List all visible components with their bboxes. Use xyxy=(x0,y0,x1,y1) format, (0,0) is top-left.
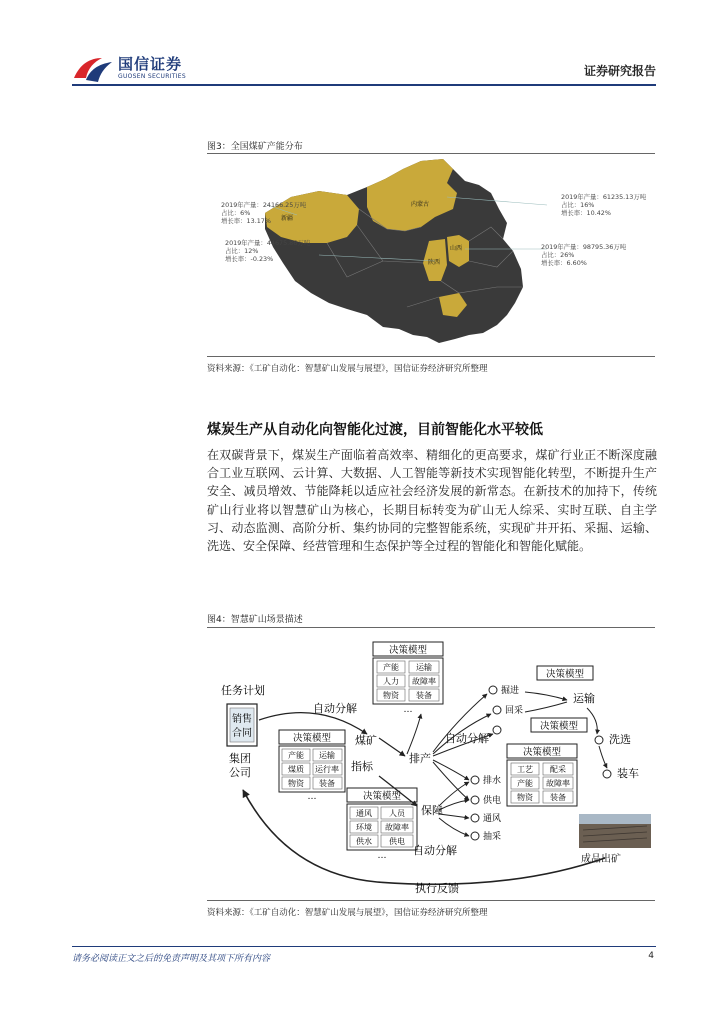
transport-decision-model-label: 决策模型 xyxy=(545,669,585,680)
svg-text:环境: 环境 xyxy=(356,823,372,832)
svg-text:物资: 物资 xyxy=(383,691,399,700)
figure3-bottom-rule xyxy=(207,356,655,357)
guosen-logo-icon xyxy=(72,54,114,84)
svg-text:供水: 供水 xyxy=(356,837,372,846)
label-ventilation: 通风 xyxy=(483,814,502,824)
province-label-shaanxi: 陕西 xyxy=(428,259,441,266)
svg-text:产能: 产能 xyxy=(288,751,304,760)
label-auto-decompose-3: 自动分解 xyxy=(413,844,457,857)
figure4-bottom-rule xyxy=(207,900,655,901)
report-type-label: 证券研究报告 xyxy=(583,64,656,78)
svg-text:产能: 产能 xyxy=(517,779,533,788)
province-label-shanxi: 山西 xyxy=(450,245,463,252)
callout-shaanxi: 2019年产量：44675.86万吨 占比：12% 增长率：-0.23% xyxy=(225,239,311,263)
svg-text:人力: 人力 xyxy=(383,677,399,686)
scene-diagram-graphic xyxy=(207,630,655,900)
svg-text:物资: 物资 xyxy=(517,793,533,802)
svg-text:装备: 装备 xyxy=(416,691,432,700)
label-task-plan: 任务计划 xyxy=(221,684,265,697)
logo-text-cn: 国信证券 xyxy=(118,55,183,73)
top-decision-model-label: 决策模型 xyxy=(388,645,428,656)
svg-text:装备: 装备 xyxy=(319,779,335,788)
page-number: 4 xyxy=(648,951,654,961)
figure3-source: 资料来源：《工矿自动化：智慧矿山发展与展望》，国信证券经济研究所整理 xyxy=(207,364,488,374)
callout-shanxi: 2019年产量：98795.36万吨 占比：26% 增长率：6.60% xyxy=(541,243,627,267)
label-loading: 装车 xyxy=(617,767,639,780)
svg-text:人员: 人员 xyxy=(389,809,405,818)
svg-text:…: … xyxy=(403,705,413,715)
label-power-supply: 供电 xyxy=(483,796,502,806)
svg-text:通风: 通风 xyxy=(356,809,372,818)
label-drainage: 排水 xyxy=(483,776,502,786)
header-divider xyxy=(72,84,656,86)
label-auto-decompose-1: 自动分解 xyxy=(313,702,357,715)
smart-mine-scene-diagram xyxy=(207,630,655,900)
svg-text:煤质: 煤质 xyxy=(288,765,304,774)
label-tunneling: 掘进 xyxy=(501,686,520,696)
label-schedule: 排产 xyxy=(409,752,431,765)
label-extraction: 抽采 xyxy=(483,832,502,842)
svg-text:…: … xyxy=(377,851,387,861)
label-finished-out: 成品出矿 xyxy=(581,854,621,865)
label-coal-mine: 煤矿 xyxy=(355,734,377,747)
province-label-xinjiang: 新疆 xyxy=(281,215,294,222)
svg-text:产能: 产能 xyxy=(383,663,399,672)
right-decision-model-label: 决策模型 xyxy=(522,747,562,758)
svg-text:运输: 运输 xyxy=(416,663,432,672)
section-heading: 煤炭生产从自动化向智能化过渡，目前智能化水平较低 xyxy=(207,422,543,438)
svg-text:工艺: 工艺 xyxy=(517,765,533,774)
figure4-source: 资料来源：《工矿自动化：智慧矿山发展与展望》，国信证券经济研究所整理 xyxy=(207,908,488,918)
svg-text:故障率: 故障率 xyxy=(546,779,570,788)
washing-decision-model-label: 决策模型 xyxy=(539,721,579,732)
label-sales: 销售 xyxy=(232,714,252,725)
svg-text:运输: 运输 xyxy=(319,751,335,760)
logo-text-en: GUOSEN SECURITIES xyxy=(118,73,187,80)
label-washing: 洗选 xyxy=(609,733,631,746)
label-exec-feedback: 执行反馈 xyxy=(415,882,459,895)
callout-xinjiang: 2019年产量：24166.25万吨 占比：6% 增长率：13.17% xyxy=(221,201,307,225)
section-paragraph: 在双碳背景下，煤炭生产面临着高效率、精细化的更高要求，煤矿行业正不断深度融合工业互联网、云计算、大数据、人工智能等新技术实现智能化转型，不断提升生产安全、减员增效、节能降耗以适应社会经济发展的新常态。在新技术的加持下，传统矿山行业将以智慧矿山为核心，长期目标转变为矿山无人综采、实时互联、自主学习、动态监测、高阶分析、集约协同的完整智能系统，实现矿井开拓、采掘、运输、洗选、安全保障、经营管理和生态保护等全过程的智能化和智能化赋能。 xyxy=(207,448,657,554)
figure3-title: 图3：全国煤矿产能分布 xyxy=(207,142,303,152)
label-indicator: 指标 xyxy=(351,760,373,773)
label-contract: 合同 xyxy=(232,728,252,739)
china-coal-capacity-map xyxy=(207,157,655,353)
label-group-1: 集团 xyxy=(229,752,251,765)
svg-text:…: … xyxy=(307,792,317,802)
callout-neimenggu: 2019年产量：61235.13万吨 占比：16% 增长率：10.42% xyxy=(561,193,647,217)
figure3-top-rule xyxy=(207,153,655,154)
guosen-logo xyxy=(72,52,202,86)
svg-text:故障率: 故障率 xyxy=(385,823,409,832)
left-decision-model-label: 决策模型 xyxy=(292,733,332,744)
label-safeguard: 保障 xyxy=(421,804,443,817)
footer-disclaimer: 请务必阅读正文之后的免责声明及其项下所有内容 xyxy=(72,954,271,964)
label-mining: 回采 xyxy=(505,706,524,716)
label-group-2: 公司 xyxy=(229,766,251,779)
svg-text:故障率: 故障率 xyxy=(412,677,436,686)
figure4-title: 图4：智慧矿山场景描述 xyxy=(207,615,303,625)
province-label-neimenggu: 内蒙古 xyxy=(411,201,430,208)
svg-text:运行率: 运行率 xyxy=(315,765,339,774)
svg-text:装备: 装备 xyxy=(550,793,566,802)
label-auto-decompose-2: 自动分解 xyxy=(445,732,489,745)
svg-text:配采: 配采 xyxy=(550,765,566,774)
figure4-top-rule xyxy=(207,627,655,628)
bottom-decision-model-label: 决策模型 xyxy=(362,791,402,802)
svg-text:供电: 供电 xyxy=(389,837,405,846)
svg-text:物资: 物资 xyxy=(288,779,304,788)
label-transport: 运输 xyxy=(573,692,595,705)
footer-divider xyxy=(72,946,656,947)
